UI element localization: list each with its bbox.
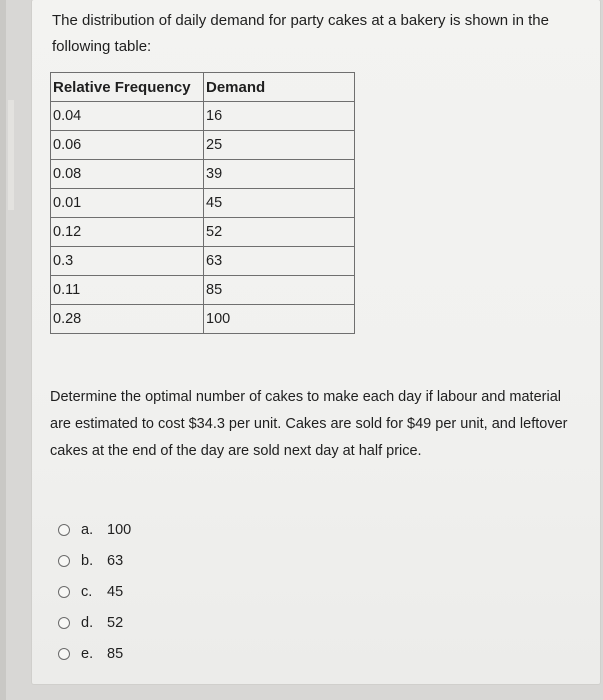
option-letter: a. xyxy=(81,521,94,538)
relative-frequency-cell: 0.08 xyxy=(51,160,204,189)
radio-button-icon[interactable] xyxy=(58,617,70,629)
option-d[interactable] xyxy=(58,607,131,638)
demand-cell: 85 xyxy=(204,276,355,305)
radio-button-icon[interactable] xyxy=(58,555,70,567)
question-intro: The distribution of daily demand for party cakes at a bakery is shown in the following table: xyxy=(52,12,549,55)
option-e[interactable] xyxy=(58,638,131,669)
relative-frequency-cell: 0.11 xyxy=(51,276,204,305)
demand-cell: 52 xyxy=(204,218,355,247)
option-value: 85 xyxy=(107,645,124,662)
relative-frequency-cell: 0.01 xyxy=(51,189,204,218)
table-row xyxy=(51,131,355,160)
demand-table xyxy=(50,72,355,334)
table-row xyxy=(51,247,355,276)
option-value: 100 xyxy=(107,521,132,538)
option-value: 52 xyxy=(107,614,124,631)
relative-frequency-cell: 0.3 xyxy=(51,247,204,276)
option-value: 45 xyxy=(107,583,124,600)
option-a[interactable] xyxy=(58,514,131,545)
answer-options xyxy=(58,514,131,669)
column-header-demand: Demand xyxy=(204,73,355,102)
table-row xyxy=(51,160,355,189)
table-row xyxy=(51,102,355,131)
table-row xyxy=(51,189,355,218)
left-edge-strip xyxy=(0,0,6,700)
table-header-row xyxy=(51,73,355,102)
demand-cell: 45 xyxy=(204,189,355,218)
radio-button-icon[interactable] xyxy=(58,648,70,660)
left-edge-highlight xyxy=(8,100,14,210)
demand-cell: 63 xyxy=(204,247,355,276)
demand-cell: 16 xyxy=(204,102,355,131)
option-letter: d. xyxy=(81,614,94,631)
table-row xyxy=(51,305,355,334)
option-c[interactable] xyxy=(58,576,131,607)
option-letter: c. xyxy=(81,583,93,600)
radio-button-icon[interactable] xyxy=(58,586,70,598)
relative-frequency-cell: 0.06 xyxy=(51,131,204,160)
demand-cell: 100 xyxy=(204,305,355,334)
table-row xyxy=(51,218,355,247)
option-letter: e. xyxy=(81,645,94,662)
relative-frequency-cell: 0.28 xyxy=(51,305,204,334)
relative-frequency-cell: 0.12 xyxy=(51,218,204,247)
option-value: 63 xyxy=(107,552,124,569)
demand-cell: 25 xyxy=(204,131,355,160)
option-letter: b. xyxy=(81,552,94,569)
question-text: Determine the optimal number of cakes to make each day if labour and material are estimated to cost $34.3 per unit. Cakes are sold for $49 per unit, and leftover cakes at the end of the day are sold next day at half price. xyxy=(50,389,568,459)
radio-button-icon[interactable] xyxy=(58,524,70,536)
column-header-relative-frequency: Relative Frequency xyxy=(51,73,204,102)
demand-cell: 39 xyxy=(204,160,355,189)
table-row xyxy=(51,276,355,305)
option-b[interactable] xyxy=(58,545,131,576)
relative-frequency-cell: 0.04 xyxy=(51,102,204,131)
